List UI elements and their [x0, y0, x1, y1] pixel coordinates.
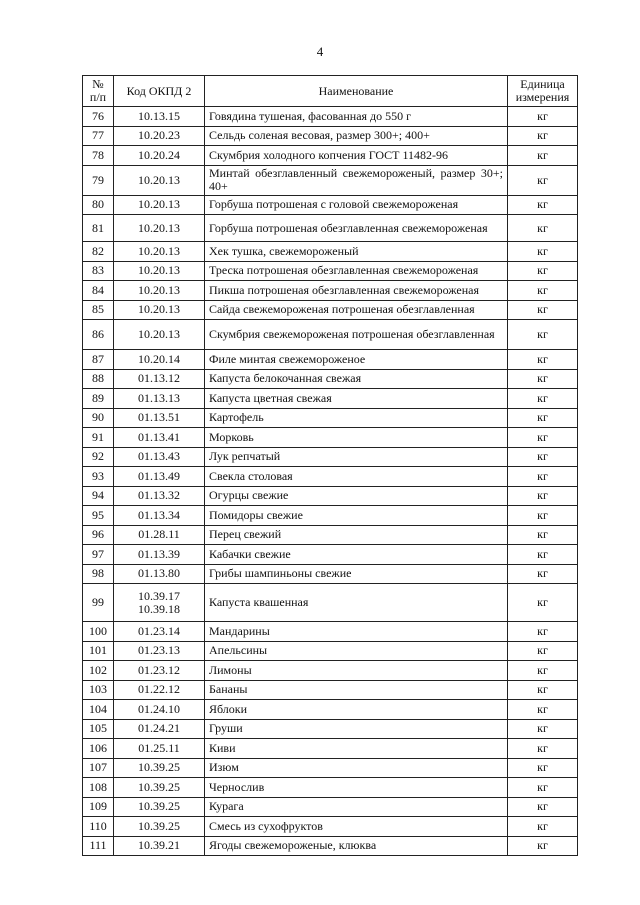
table-row — [83, 525, 578, 545]
cell-name: Киви — [205, 739, 508, 759]
cell-unit: кг — [508, 836, 578, 856]
header-num: № п/п — [83, 76, 114, 107]
cell-name: Скумбрия свежемороженая потрошеная обезглавленная — [205, 320, 508, 350]
cell-unit: кг — [508, 389, 578, 409]
cell-unit: кг — [508, 680, 578, 700]
cell-name: Бананы — [205, 680, 508, 700]
cell-name: Морковь — [205, 428, 508, 448]
table-row — [83, 661, 578, 681]
table-row — [83, 797, 578, 817]
cell-code: 10.39.25 — [114, 797, 205, 817]
table-row — [83, 281, 578, 301]
cell-name: Ягоды свежемороженые, клюква — [205, 836, 508, 856]
cell-unit: кг — [508, 545, 578, 565]
cell-num: 76 — [83, 107, 114, 127]
cell-num: 96 — [83, 525, 114, 545]
table-row — [83, 467, 578, 487]
cell-name: Груши — [205, 719, 508, 739]
table-row — [83, 146, 578, 166]
table-row — [83, 261, 578, 281]
cell-unit: кг — [508, 797, 578, 817]
table-row — [83, 564, 578, 584]
cell-unit: кг — [508, 486, 578, 506]
cell-code: 10.39.25 — [114, 817, 205, 837]
table-row — [83, 350, 578, 370]
table-row — [83, 447, 578, 467]
cell-code: 01.23.13 — [114, 641, 205, 661]
cell-name: Горбуша потрошеная с головой свежемороженая — [205, 195, 508, 215]
cell-num: 92 — [83, 447, 114, 467]
cell-unit: кг — [508, 506, 578, 526]
page-number: 4 — [316, 44, 324, 59]
cell-name: Свекла столовая — [205, 467, 508, 487]
cell-num: 87 — [83, 350, 114, 370]
cell-code: 01.13.51 — [114, 408, 205, 428]
cell-name: Минтай обезглавленный свежемороженый, размер 30+; 40+ — [205, 165, 508, 195]
cell-name: Скумбрия холодного копчения ГОСТ 11482-96 — [205, 146, 508, 166]
cell-code: 01.25.11 — [114, 739, 205, 759]
table-row — [83, 486, 578, 506]
table-row — [83, 215, 578, 242]
cell-num: 82 — [83, 242, 114, 262]
cell-num: 81 — [83, 215, 114, 242]
cell-code: 10.20.13 — [114, 242, 205, 262]
cell-num: 91 — [83, 428, 114, 448]
cell-num: 94 — [83, 486, 114, 506]
cell-code: 01.24.21 — [114, 719, 205, 739]
cell-num: 110 — [83, 817, 114, 837]
cell-code: 01.13.41 — [114, 428, 205, 448]
cell-name: Капуста квашенная — [205, 584, 508, 622]
cell-name: Курага — [205, 797, 508, 817]
cell-unit: кг — [508, 661, 578, 681]
cell-name: Грибы шампиньоны свежие — [205, 564, 508, 584]
cell-unit: кг — [508, 195, 578, 215]
table-row — [83, 584, 578, 622]
cell-code: 01.13.32 — [114, 486, 205, 506]
cell-unit: кг — [508, 350, 578, 370]
cell-num: 97 — [83, 545, 114, 565]
cell-code: 01.13.39 — [114, 545, 205, 565]
cell-unit: кг — [508, 165, 578, 195]
cell-num: 89 — [83, 389, 114, 409]
cell-name: Смесь из сухофруктов — [205, 817, 508, 837]
cell-name: Помидоры свежие — [205, 506, 508, 526]
cell-num: 88 — [83, 369, 114, 389]
cell-code: 10.20.13 — [114, 195, 205, 215]
cell-code: 10.20.13 — [114, 300, 205, 320]
cell-name: Апельсины — [205, 641, 508, 661]
cell-name: Чернослив — [205, 778, 508, 798]
table-row — [83, 300, 578, 320]
cell-code: 01.13.49 — [114, 467, 205, 487]
cell-name: Хек тушка, свежемороженый — [205, 242, 508, 262]
table-row — [83, 680, 578, 700]
cell-code: 10.13.15 — [114, 107, 205, 127]
cell-code: 10.39.21 — [114, 836, 205, 856]
cell-num: 108 — [83, 778, 114, 798]
table-row — [83, 408, 578, 428]
cell-unit: кг — [508, 564, 578, 584]
cell-name: Кабачки свежие — [205, 545, 508, 565]
cell-name: Перец свежий — [205, 525, 508, 545]
header-code: Код ОКПД 2 — [114, 76, 205, 107]
cell-code: 01.23.14 — [114, 622, 205, 642]
cell-code: 10.20.23 — [114, 126, 205, 146]
header-unit: Единица измерения — [508, 76, 578, 107]
cell-num: 104 — [83, 700, 114, 720]
cell-num: 79 — [83, 165, 114, 195]
table-row — [83, 506, 578, 526]
table-row — [83, 320, 578, 350]
table-body — [83, 107, 578, 856]
cell-num: 99 — [83, 584, 114, 622]
cell-num: 86 — [83, 320, 114, 350]
table-row — [83, 719, 578, 739]
cell-code: 01.24.10 — [114, 700, 205, 720]
table-row — [83, 428, 578, 448]
table-row — [83, 641, 578, 661]
cell-code: 01.13.80 — [114, 564, 205, 584]
cell-unit: кг — [508, 622, 578, 642]
cell-code: 01.28.11 — [114, 525, 205, 545]
table-row — [83, 836, 578, 856]
cell-code: 10.39.17 10.39.18 — [114, 584, 205, 622]
cell-num: 93 — [83, 467, 114, 487]
cell-num: 84 — [83, 281, 114, 301]
cell-unit: кг — [508, 778, 578, 798]
cell-unit: кг — [508, 107, 578, 127]
table-row — [83, 700, 578, 720]
cell-num: 95 — [83, 506, 114, 526]
cell-unit: кг — [508, 641, 578, 661]
table-row — [83, 165, 578, 195]
header-name: Наименование — [205, 76, 508, 107]
cell-code: 10.20.13 — [114, 320, 205, 350]
cell-name: Огурцы свежие — [205, 486, 508, 506]
cell-unit: кг — [508, 739, 578, 759]
cell-code: 01.22.12 — [114, 680, 205, 700]
cell-code: 01.13.13 — [114, 389, 205, 409]
cell-num: 83 — [83, 261, 114, 281]
cell-unit: кг — [508, 428, 578, 448]
cell-name: Капуста цветная свежая — [205, 389, 508, 409]
cell-name: Сельдь соленая весовая, размер 300+; 400+ — [205, 126, 508, 146]
cell-code: 10.20.13 — [114, 261, 205, 281]
table-row — [83, 242, 578, 262]
table-row — [83, 107, 578, 127]
cell-unit: кг — [508, 261, 578, 281]
cell-num: 85 — [83, 300, 114, 320]
cell-name: Мандарины — [205, 622, 508, 642]
cell-name: Капуста белокочанная свежая — [205, 369, 508, 389]
cell-unit: кг — [508, 467, 578, 487]
cell-num: 98 — [83, 564, 114, 584]
cell-name: Сайда свежемороженая потрошеная обезглавленная — [205, 300, 508, 320]
cell-num: 80 — [83, 195, 114, 215]
cell-num: 101 — [83, 641, 114, 661]
cell-num: 78 — [83, 146, 114, 166]
cell-unit: кг — [508, 719, 578, 739]
cell-unit: кг — [508, 215, 578, 242]
cell-unit: кг — [508, 525, 578, 545]
cell-code: 01.13.12 — [114, 369, 205, 389]
cell-name: Яблоки — [205, 700, 508, 720]
cell-name: Треска потрошеная обезглавленная свежемороженая — [205, 261, 508, 281]
cell-unit: кг — [508, 146, 578, 166]
table-row — [83, 758, 578, 778]
cell-code: 10.39.25 — [114, 758, 205, 778]
cell-unit: кг — [508, 584, 578, 622]
cell-num: 103 — [83, 680, 114, 700]
cell-code: 10.20.14 — [114, 350, 205, 370]
table-row — [83, 778, 578, 798]
cell-code: 01.23.12 — [114, 661, 205, 681]
table-row — [83, 195, 578, 215]
cell-code: 10.20.13 — [114, 215, 205, 242]
cell-code: 01.13.34 — [114, 506, 205, 526]
table-row — [83, 369, 578, 389]
cell-name: Филе минтая свежемороженое — [205, 350, 508, 370]
cell-unit: кг — [508, 700, 578, 720]
cell-code: 01.13.43 — [114, 447, 205, 467]
cell-unit: кг — [508, 408, 578, 428]
cell-code: 10.39.25 — [114, 778, 205, 798]
cell-num: 100 — [83, 622, 114, 642]
cell-name: Изюм — [205, 758, 508, 778]
products-table — [82, 75, 578, 856]
cell-unit: кг — [508, 817, 578, 837]
cell-name: Горбуша потрошеная обезглавленная свежемороженая — [205, 215, 508, 242]
cell-name: Пикша потрошеная обезглавленная свежемороженая — [205, 281, 508, 301]
cell-unit: кг — [508, 758, 578, 778]
cell-unit: кг — [508, 300, 578, 320]
table-row — [83, 739, 578, 759]
table-row — [83, 126, 578, 146]
cell-code: 10.20.24 — [114, 146, 205, 166]
cell-code: 10.20.13 — [114, 281, 205, 301]
cell-name: Лук репчатый — [205, 447, 508, 467]
cell-unit: кг — [508, 281, 578, 301]
cell-num: 102 — [83, 661, 114, 681]
cell-name: Говядина тушеная, фасованная до 550 г — [205, 107, 508, 127]
cell-unit: кг — [508, 369, 578, 389]
cell-code: 10.20.13 — [114, 165, 205, 195]
table-row — [83, 545, 578, 565]
cell-num: 106 — [83, 739, 114, 759]
cell-num: 105 — [83, 719, 114, 739]
cell-name: Картофель — [205, 408, 508, 428]
cell-unit: кг — [508, 242, 578, 262]
table-row — [83, 389, 578, 409]
table-row — [83, 817, 578, 837]
cell-num: 90 — [83, 408, 114, 428]
cell-unit: кг — [508, 320, 578, 350]
cell-num: 109 — [83, 797, 114, 817]
cell-unit: кг — [508, 447, 578, 467]
cell-name: Лимоны — [205, 661, 508, 681]
table-row — [83, 622, 578, 642]
cell-num: 77 — [83, 126, 114, 146]
cell-unit: кг — [508, 126, 578, 146]
cell-num: 111 — [83, 836, 114, 856]
cell-num: 107 — [83, 758, 114, 778]
table-header-row — [83, 76, 578, 107]
